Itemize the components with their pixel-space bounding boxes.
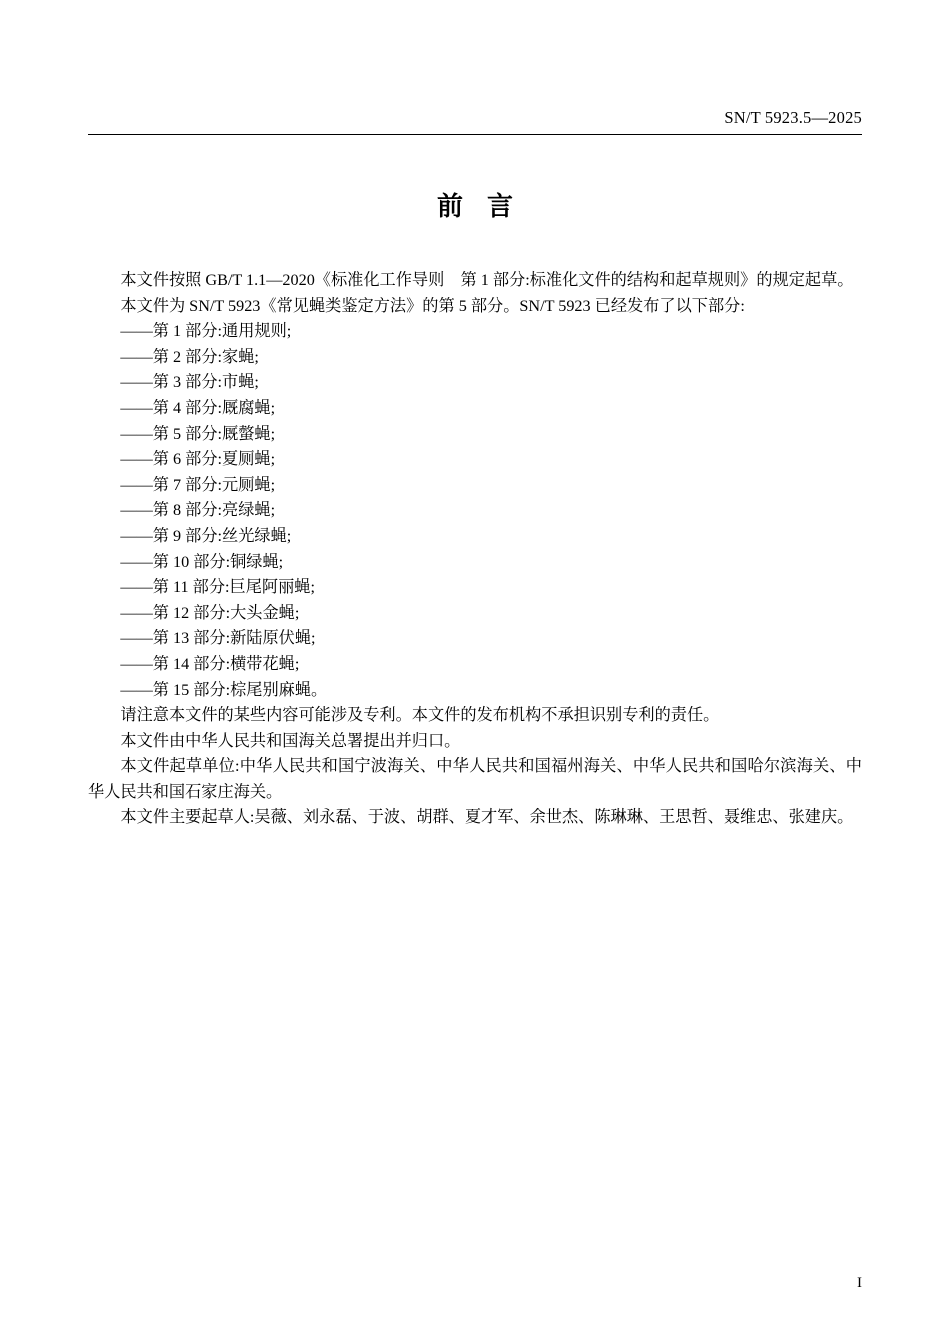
paragraph-scope-basis: 本文件按照 GB/T 1.1—2020《标准化工作导则 第 1 部分:标准化文件的结构和起草规则》的规定起草。: [120, 271, 854, 289]
paragraph-patent-notice: 请注意本文件的某些内容可能涉及专利。本文件的发布机构不承担识别专利的责任。: [120, 706, 720, 725]
document-body: [88, 268, 862, 831]
paragraph-part-intro: 本文件为 SN/T 5923《常见蝇类鉴定方法》的第 5 部分。SN/T 5923 已经发布了以下部分:: [120, 296, 745, 315]
page-header-standard-number: SN/T 5923.5—2025: [724, 108, 862, 127]
list-item: ——第 7 部分:元厕蝇;: [120, 475, 276, 494]
list-item: ——第 14 部分:横带花蝇;: [120, 654, 300, 673]
list-item: ——第 4 部分:厩腐蝇;: [120, 398, 276, 417]
list-item: ——第 3 部分:市蝇;: [120, 373, 259, 392]
list-item: ——第 11 部分:巨尾阿丽蝇;: [120, 578, 315, 597]
page-title: 前言: [436, 192, 537, 222]
list-item: ——第 9 部分:丝光绿蝇;: [120, 526, 292, 545]
page-number: I: [857, 1275, 862, 1291]
paragraph-proposing-body: 本文件由中华人民共和国海关总署提出并归口。: [120, 731, 461, 750]
header-divider: [88, 134, 862, 135]
list-item: ——第 8 部分:亮绿蝇;: [120, 501, 276, 520]
list-item: ——第 1 部分:通用规则;: [120, 322, 292, 341]
list-item: ——第 6 部分:夏厕蝇;: [120, 450, 276, 469]
list-item: ——第 10 部分:铜绿蝇;: [120, 552, 284, 571]
parts-list: [88, 319, 862, 703]
paragraph-drafting-organizations: 本文件起草单位:中华人民共和国宁波海关、中华人民共和国福州海关、中华人民共和国哈尔滨海关、中华人民共和国石家庄海关。: [88, 757, 862, 801]
list-item: ——第 13 部分:新陆原伏蝇;: [120, 629, 316, 648]
list-item: ——第 15 部分:棕尾别麻蝇。: [120, 680, 328, 699]
list-item: ——第 2 部分:家蝇;: [120, 347, 259, 366]
paragraph-main-drafters: 本文件主要起草人:吴薇、刘永磊、于波、胡群、夏才军、余世杰、陈琳琳、王思哲、聂维忠、张建庆。: [120, 808, 854, 827]
list-item: ——第 5 部分:厩螫蝇;: [120, 424, 276, 443]
list-item: ——第 12 部分:大头金蝇;: [120, 603, 300, 622]
